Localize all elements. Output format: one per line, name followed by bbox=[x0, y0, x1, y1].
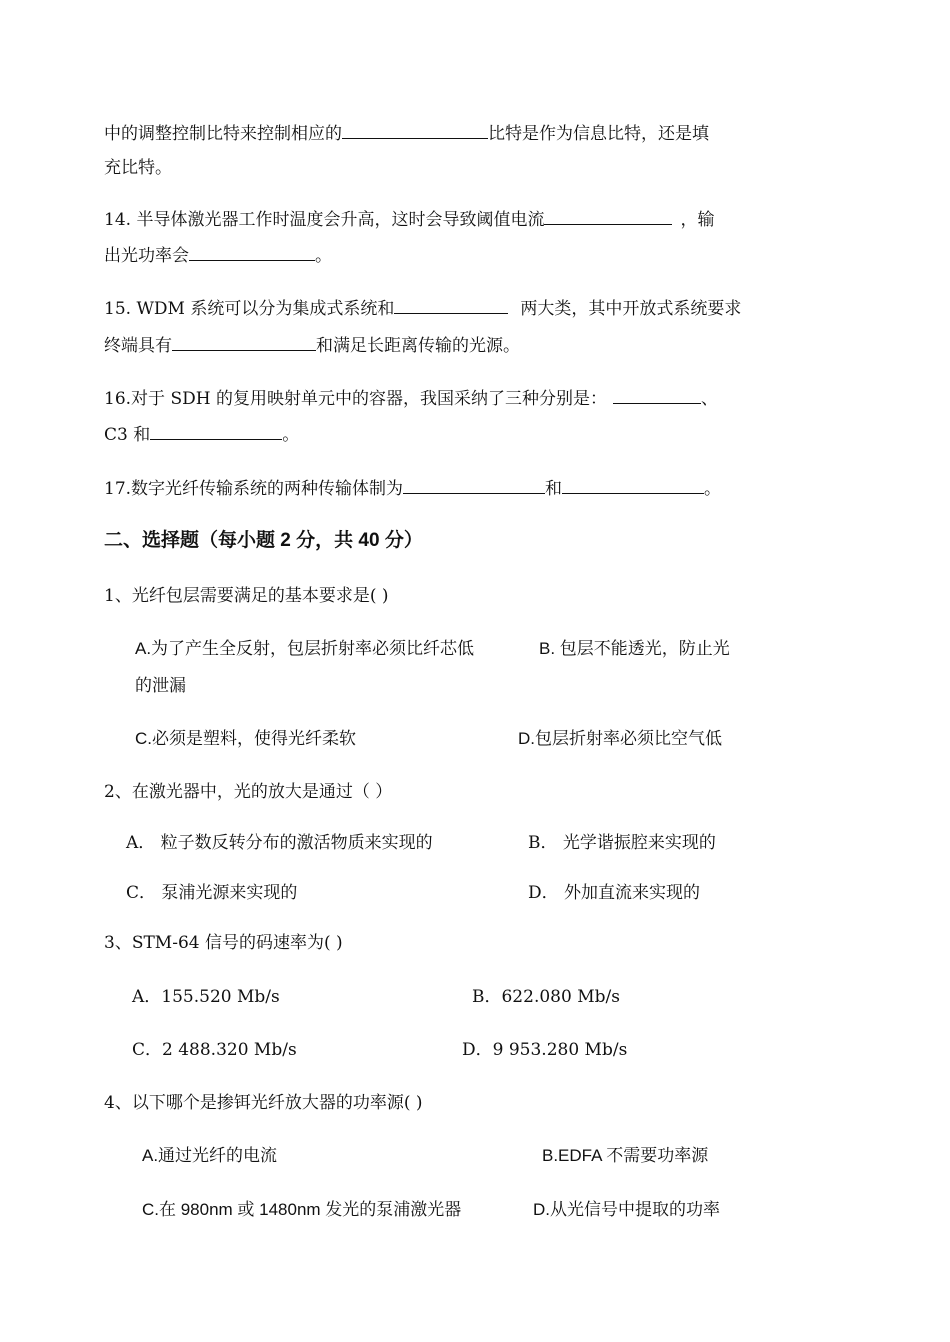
q13-text-c: 充比特。 bbox=[104, 158, 172, 178]
q16-text-a: 16.对于 SDH 的复用映射单元中的容器，我国采纳了三种分别是： bbox=[104, 389, 607, 409]
mc2-option-c[interactable]: C． 泵浦光源来实现的 bbox=[126, 883, 298, 903]
q14-text-b: ，输 bbox=[680, 210, 715, 230]
q16-line1 bbox=[104, 386, 718, 411]
q15-text-d: 和满足长距离传输的光源。 bbox=[316, 336, 520, 356]
mc4-option-d[interactable]: D.从光信号中提取的功率 bbox=[533, 1200, 720, 1219]
mc4-option-c[interactable]: C.在 980nm 或 1480nm 发光的泵浦激光器 bbox=[142, 1200, 462, 1219]
q16-text-d: 。 bbox=[282, 425, 300, 445]
q13-text-a: 中的调整控制比特来控制相应的 bbox=[104, 124, 342, 144]
mc2-option-b[interactable]: B． 光学谐振腔来实现的 bbox=[528, 833, 716, 853]
mc2-option-a[interactable]: A． 粒子数反转分布的激活物质来实现的 bbox=[126, 833, 433, 853]
q17-line bbox=[104, 476, 721, 501]
mc3-option-a[interactable]: A．155.520 Mb/s bbox=[132, 987, 280, 1007]
q17-blank-1[interactable] bbox=[403, 476, 545, 494]
q14-blank-2[interactable] bbox=[189, 243, 315, 261]
q16-line2 bbox=[104, 422, 299, 447]
q16-blank-2[interactable] bbox=[150, 422, 282, 440]
q15-text-c: 终端具有 bbox=[104, 336, 172, 356]
mc2-option-d[interactable]: D． 外加直流来实现的 bbox=[528, 883, 701, 903]
q17-text-b: 和 bbox=[545, 479, 563, 499]
q13-line1 bbox=[104, 121, 709, 146]
mc1-option-d[interactable]: D.包层折射率必须比空气低 bbox=[518, 729, 722, 748]
q15-line2 bbox=[104, 333, 520, 358]
q14-blank-1[interactable] bbox=[544, 207, 672, 225]
q15-line1 bbox=[104, 296, 741, 321]
q17-blank-2[interactable] bbox=[562, 476, 704, 494]
q14-text-c: 出光功率会 bbox=[104, 246, 189, 266]
q14-line2 bbox=[104, 243, 332, 268]
q13-blank[interactable] bbox=[342, 121, 488, 139]
mc1-option-c[interactable]: C.必须是塑料，使得光纤柔软 bbox=[135, 729, 356, 748]
q17-text-c: 。 bbox=[704, 479, 722, 499]
q15-blank-1[interactable] bbox=[394, 296, 508, 314]
q13-text-b: 比特是作为信息比特，还是填 bbox=[488, 124, 709, 144]
q15-blank-2[interactable] bbox=[172, 333, 316, 351]
mc4-stem: 4、以下哪个是掺铒光纤放大器的功率源( ) bbox=[104, 1093, 423, 1113]
q15-text-a: 15. WDM 系统可以分为集成式系统和 bbox=[104, 299, 395, 319]
q16-text-c: C3 和 bbox=[104, 425, 151, 445]
mc3-stem: 3、STM-64 信号的码速率为( ) bbox=[104, 933, 343, 953]
mc3-option-b[interactable]: B．622.080 Mb/s bbox=[472, 987, 620, 1007]
q17-text-a: 17.数字光纤传输系统的两种传输体制为 bbox=[104, 479, 404, 499]
q14-text-a: 14. 半导体激光器工作时温度会升高，这时会导致阈值电流 bbox=[104, 210, 545, 230]
q16-blank-1[interactable] bbox=[613, 386, 701, 404]
mc2-stem: 2、在激光器中，光的放大是通过（ ） bbox=[104, 782, 393, 802]
mc4-option-a[interactable]: A.通过光纤的电流 bbox=[142, 1146, 278, 1165]
mc3-option-c[interactable]: C．2 488.320 Mb/s bbox=[132, 1040, 297, 1060]
mc1-stem: 1、光纤包层需要满足的基本要求是( ) bbox=[104, 586, 389, 606]
mc1-option-b[interactable]: B. 包层不能透光，防止光 bbox=[539, 639, 730, 658]
q16-text-b: 、 bbox=[700, 389, 718, 409]
q15-text-b: 两大类，其中开放式系统要求 bbox=[520, 299, 742, 319]
q14-line1 bbox=[104, 207, 714, 232]
mc1-option-a[interactable]: A.为了产生全反射，包层折射率必须比纤芯低 bbox=[135, 639, 475, 658]
mc4-option-b[interactable]: B.EDFA 不需要功率源 bbox=[542, 1146, 709, 1165]
mc3-option-d[interactable]: D．9 953.280 Mb/s bbox=[462, 1040, 628, 1060]
mc1-option-b-cont: 的泄漏 bbox=[135, 676, 186, 695]
q14-text-d: 。 bbox=[315, 246, 332, 266]
section-heading: 二、选择题（每小题 2 分，共 40 分） bbox=[104, 530, 423, 551]
q13-line2 bbox=[104, 156, 172, 180]
